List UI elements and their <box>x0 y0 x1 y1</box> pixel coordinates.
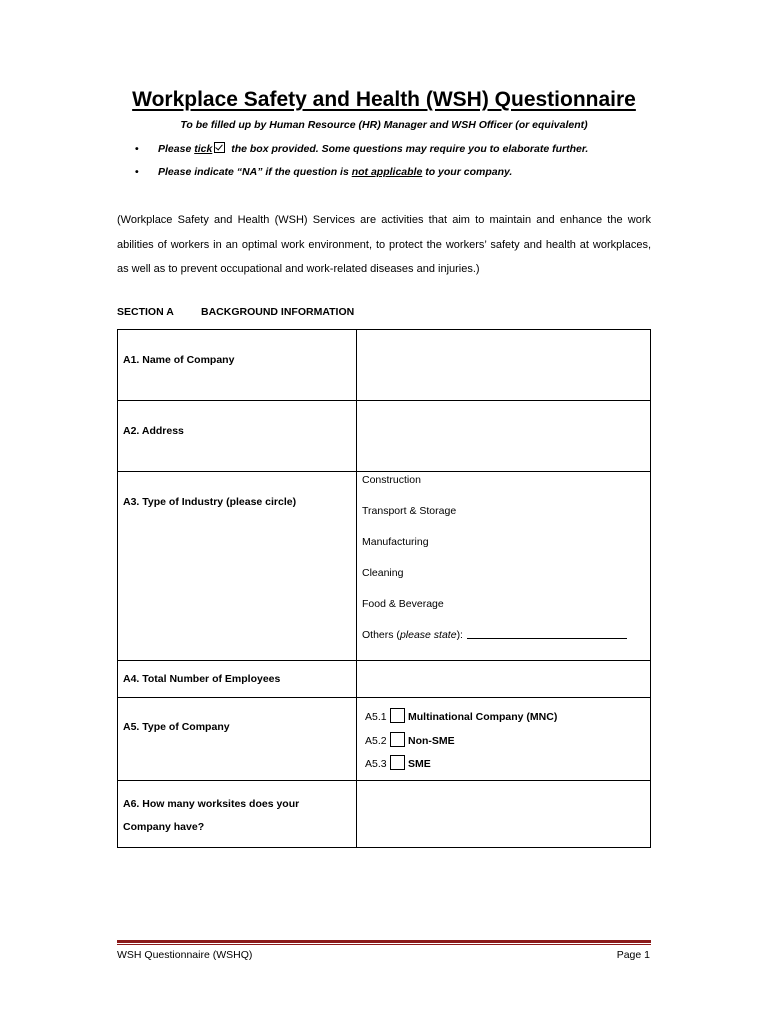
company-type-non-sme[interactable] <box>365 732 650 756</box>
question-a2-cell <box>118 401 357 472</box>
option-code: A5.3 <box>365 758 387 770</box>
question-a4-cell <box>118 661 357 698</box>
instruction-na-pre: Please indicate “NA” if the question is <box>158 166 352 178</box>
answer-a5-options <box>357 698 651 781</box>
checked-box-icon <box>214 142 225 153</box>
section-title: BACKGROUND INFORMATION <box>201 306 355 318</box>
instruction-na-post: to your company. <box>422 166 513 178</box>
answer-a6-field[interactable] <box>357 781 651 848</box>
option-label: Non-SME <box>408 734 455 747</box>
table-row-a5 <box>118 698 651 781</box>
industry-option-list <box>357 472 650 660</box>
table-row-a2 <box>118 401 651 472</box>
answer-a1-field[interactable] <box>357 330 651 401</box>
question-a5-label: A5. Type of Company <box>123 721 230 733</box>
answer-a2-field[interactable] <box>357 401 651 472</box>
instruction-tick-post: the box provided. Some questions may require you to elaborate further. <box>228 143 589 155</box>
instruction-na-underlined: not applicable <box>351 166 423 178</box>
intro-paragraph: (Workplace Safety and Health (WSH) Services are activities that aim to maintain and enhance the work abilities of workers in an optimal work environment, to protect the workers’ safety and health at workplaces, as well as to prevent occupational and work-related diseases and injuries.) <box>117 214 651 275</box>
question-a2-label: A2. Address <box>123 425 184 437</box>
table-row-a1 <box>118 330 651 401</box>
question-a3-label: A3. Type of Industry (please circle) <box>123 496 297 508</box>
option-code: A5.2 <box>365 734 387 747</box>
question-a3-cell <box>118 472 357 661</box>
background-info-table <box>117 329 651 848</box>
footer-page-number: Page 1 <box>616 949 650 961</box>
footer-rule-thin <box>117 944 651 945</box>
instruction-na <box>135 166 512 178</box>
company-type-options <box>357 698 650 779</box>
footer-document-name: WSH Questionnaire (WSHQ) <box>117 949 253 961</box>
option-code: A5.1 <box>365 711 387 723</box>
instruction-tick-word: tick <box>194 143 213 155</box>
answer-a4-field[interactable] <box>357 661 651 698</box>
bullet-dot-icon: • <box>135 143 139 155</box>
checkbox-sme[interactable] <box>390 755 405 770</box>
option-label: Multinational Company (MNC) <box>408 711 558 723</box>
others-label: Others ( <box>362 629 400 641</box>
question-a1-cell <box>118 330 357 401</box>
question-a5-cell <box>118 698 357 781</box>
checkbox-mnc[interactable] <box>390 708 405 723</box>
industry-option-manufacturing[interactable]: Manufacturing <box>362 536 429 548</box>
company-type-mnc[interactable] <box>365 708 650 732</box>
industry-option-others[interactable] <box>362 629 650 660</box>
industry-option-cleaning[interactable]: Cleaning <box>362 567 404 579</box>
page-subtitle: To be filled up by Human Resource (HR) Manager and WSH Officer (or equivalent) <box>180 119 588 131</box>
instruction-tick <box>135 142 588 155</box>
question-a6-label: A6. How many worksites does your Company have? <box>123 798 300 833</box>
industry-option-food-beverage[interactable]: Food & Beverage <box>362 598 444 610</box>
table-row-a4 <box>118 661 651 698</box>
page-title: Workplace Safety and Health (WSH) Questionnaire <box>132 88 636 111</box>
section-code: SECTION A <box>117 306 174 318</box>
industry-option-construction[interactable]: Construction <box>362 474 421 486</box>
question-a1-label: A1. Name of Company <box>123 354 235 366</box>
question-a6-cell <box>118 781 357 848</box>
option-label: SME <box>408 758 431 770</box>
answer-a3-options <box>357 472 651 661</box>
company-type-sme[interactable] <box>365 755 650 779</box>
question-a4-label: A4. Total Number of Employees <box>123 673 281 685</box>
bullet-dot-icon: • <box>135 166 139 178</box>
instruction-tick-pre: Please <box>158 143 195 155</box>
others-close: ): <box>456 629 463 641</box>
industry-option-transport[interactable]: Transport & Storage <box>362 505 457 517</box>
others-italic: please state <box>399 629 457 641</box>
table-row-a3 <box>118 472 651 661</box>
checkbox-non-sme[interactable] <box>390 732 405 747</box>
footer-rule-thick <box>117 940 651 943</box>
table-row-a6 <box>118 781 651 848</box>
others-input-line[interactable] <box>467 638 627 639</box>
